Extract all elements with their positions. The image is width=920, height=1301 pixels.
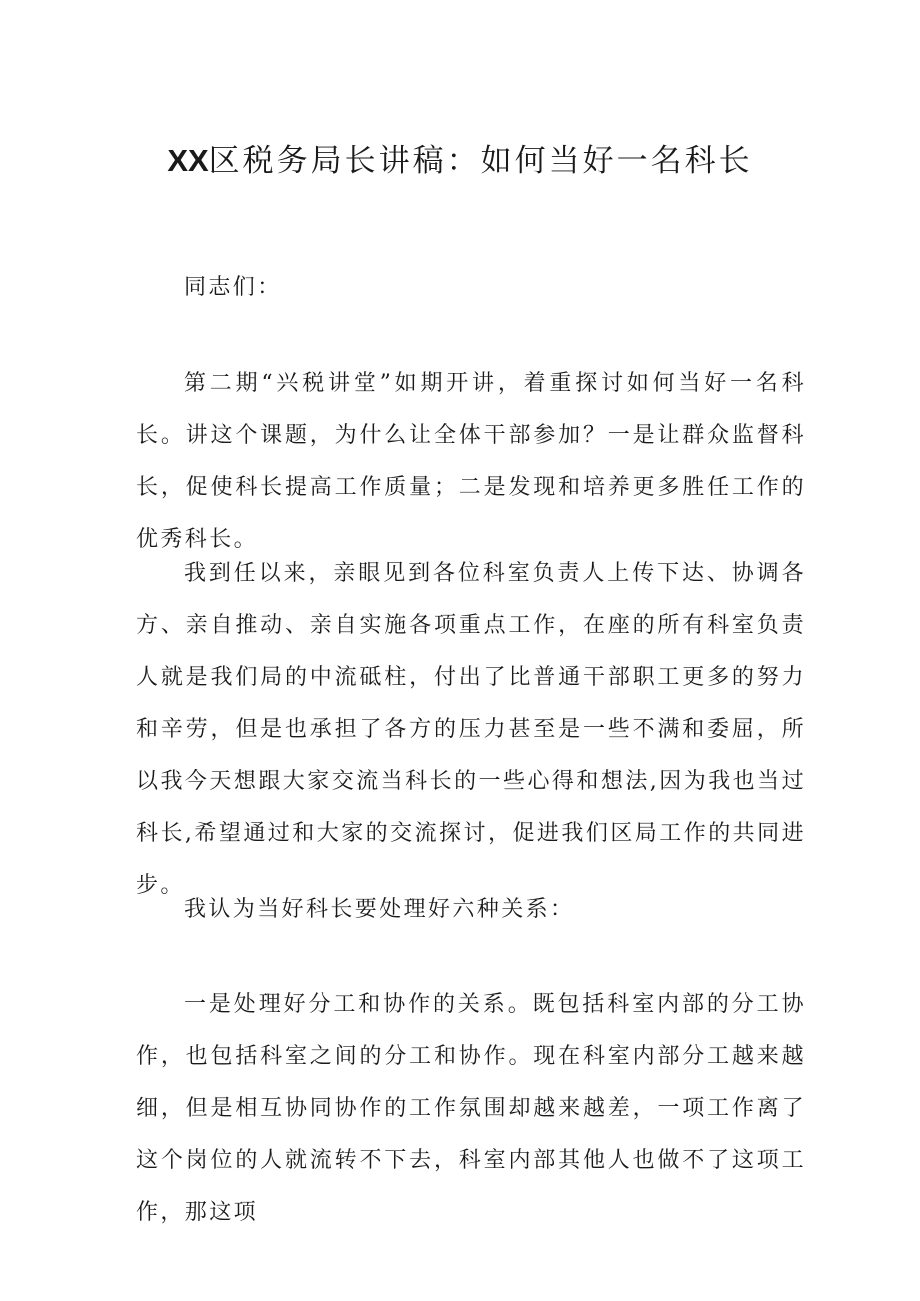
title-text: 区税务局长讲稿：如何当好一名科长 <box>208 143 753 179</box>
paragraph-six-relations: 我认为当好科长要处理好六种关系： <box>184 897 575 922</box>
paragraph-intro: 第二期“兴税讲堂”如期开讲，着重探讨如何当好一名科长。讲这个课题，为什么让全体干部参加？一是让群众监督科长，促使科长提高工作质量；二是发现和培养更多胜任工作的优秀科长。 <box>136 371 806 552</box>
salutation: 同志们： <box>184 275 282 300</box>
title-prefix: XX <box>167 143 209 178</box>
document-title <box>0 138 920 184</box>
paragraph-experience: 我到任以来，亲眼见到各位科室负责人上传下达、协调各方、亲自推动、亲自实施各项重点工作，在座的所有科室负责人就是我们局的中流砥柱，付出了比普通干部职工更多的努力和辛劳，但是也承担了各方的压力甚至是一些不满和委屈，所以我今天想跟大家交流当科长的一些心得和想法,因为我也当过科长,希望通过和大家的交流探讨，促进我们区局工作的共同进步。 <box>136 561 806 898</box>
paragraph-division-cooperation: 一是处理好分工和协作的关系。既包括科室内部的分工协作，也包括科室之间的分工和协作。现在科室内部分工越来越细，但是相互协同协作的工作氛围却越来越差，一项工作离了这个岗位的人就流转不下去，科室内部其他人也做不了这项工作，那这项 <box>136 992 806 1225</box>
